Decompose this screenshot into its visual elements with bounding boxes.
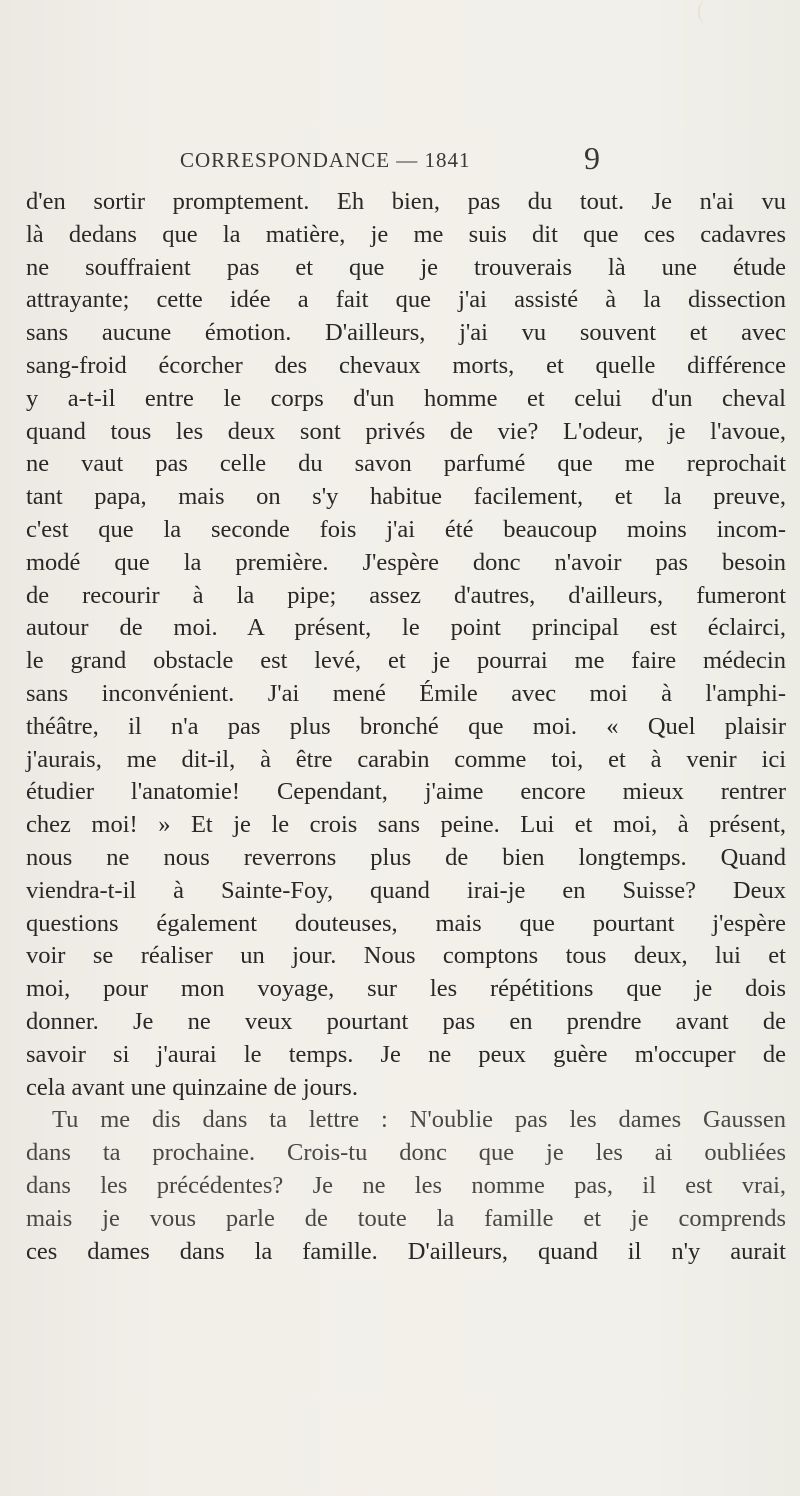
text-line: étudier l'anatomie! Cependant, j'aime encore mieux rentrer <box>26 778 786 806</box>
text-line: le grand obstacle est levé, et je pourrai me faire médecin <box>26 647 786 675</box>
running-title: CORRESPONDANCE — 1841 <box>180 148 471 172</box>
text-line: donner. Je ne veux pourtant pas en prendre avant de <box>26 1007 786 1035</box>
text-line: moi, pour mon voyage, sur les répétitions que je dois <box>26 975 786 1003</box>
text-line: tant papa, mais on s'y habitue facilement, et la preuve, <box>26 483 786 511</box>
text-line: j'aurais, me dit-il, à être carabin comme toi, et à venir ici <box>26 745 786 773</box>
text-line: attrayante; cette idée a fait que j'ai assisté à la dissection <box>26 286 786 314</box>
text-line: autour de moi. A présent, le point principal est éclairci, <box>26 614 786 642</box>
text-line: de recourir à la pipe; assez d'autres, d'ailleurs, fumeront <box>26 581 786 609</box>
text-line: mais je vous parle de toute la famille et je comprends <box>26 1204 786 1232</box>
text-line: sans inconvénient. J'ai mené Émile avec moi à l'amphi- <box>26 679 786 707</box>
text-line: d'en sortir promptement. Eh bien, pas du tout. Je n'ai vu <box>26 188 786 215</box>
text-line: dans les précédentes? Je ne les nomme pas, il est vrai, <box>26 1171 786 1199</box>
text-line: théâtre, il n'a pas plus bronché que moi. « Quel plaisir <box>26 712 786 740</box>
text-line: modé que la première. J'espère donc n'avoir pas besoin <box>26 548 786 576</box>
page-number: 9 <box>584 140 600 176</box>
text-line: dans ta prochaine. Crois-tu donc que je les ai oubliées <box>26 1139 786 1167</box>
text-line: cela avant une quinzaine de jours. <box>26 1073 358 1101</box>
text-line: voir se réaliser un jour. Nous comptons tous deux, lui et <box>26 942 786 970</box>
body-text <box>26 186 786 1268</box>
text-line: questions également douteuses, mais que pourtant j'espère <box>26 909 786 937</box>
text-line: savoir si j'aurai le temps. Je ne peux guère m'occuper de <box>26 1040 786 1068</box>
text-line: Tu me dis dans ta lettre : N'oublie pas les dames Gaussen <box>52 1106 786 1134</box>
text-line: ne souffraient pas et que je trouverais là une étude <box>26 253 786 281</box>
text-line: c'est que la seconde fois j'ai été beaucoup moins incom- <box>26 515 786 543</box>
text-line: viendra-t-il à Sainte-Foy, quand irai-je en Suisse? Deux <box>26 876 786 904</box>
page-header <box>180 140 600 178</box>
text-line: ne vaut pas celle du savon parfumé que me reprochait <box>26 450 786 478</box>
text-line: nous ne nous reverrons plus de bien longtemps. Quand <box>26 843 786 871</box>
text-line: sans aucune émotion. D'ailleurs, j'ai vu souvent et avec <box>26 319 786 347</box>
text-line: sang-froid écorcher des chevaux morts, et quelle différence <box>26 351 786 379</box>
text-line: chez moi! » Et je le crois sans peine. Lui et moi, à présent, <box>26 811 786 839</box>
text-line: quand tous les deux sont privés de vie? L'odeur, je l'avoue, <box>26 417 786 445</box>
text-line: y a-t-il entre le corps d'un homme et celui d'un cheval <box>26 384 786 412</box>
text-line: là dedans que la matière, je me suis dit que ces cadavres <box>26 220 786 248</box>
page-corner-mark <box>698 0 720 24</box>
text-line: ces dames dans la famille. D'ailleurs, quand il n'y aurait <box>26 1237 786 1265</box>
